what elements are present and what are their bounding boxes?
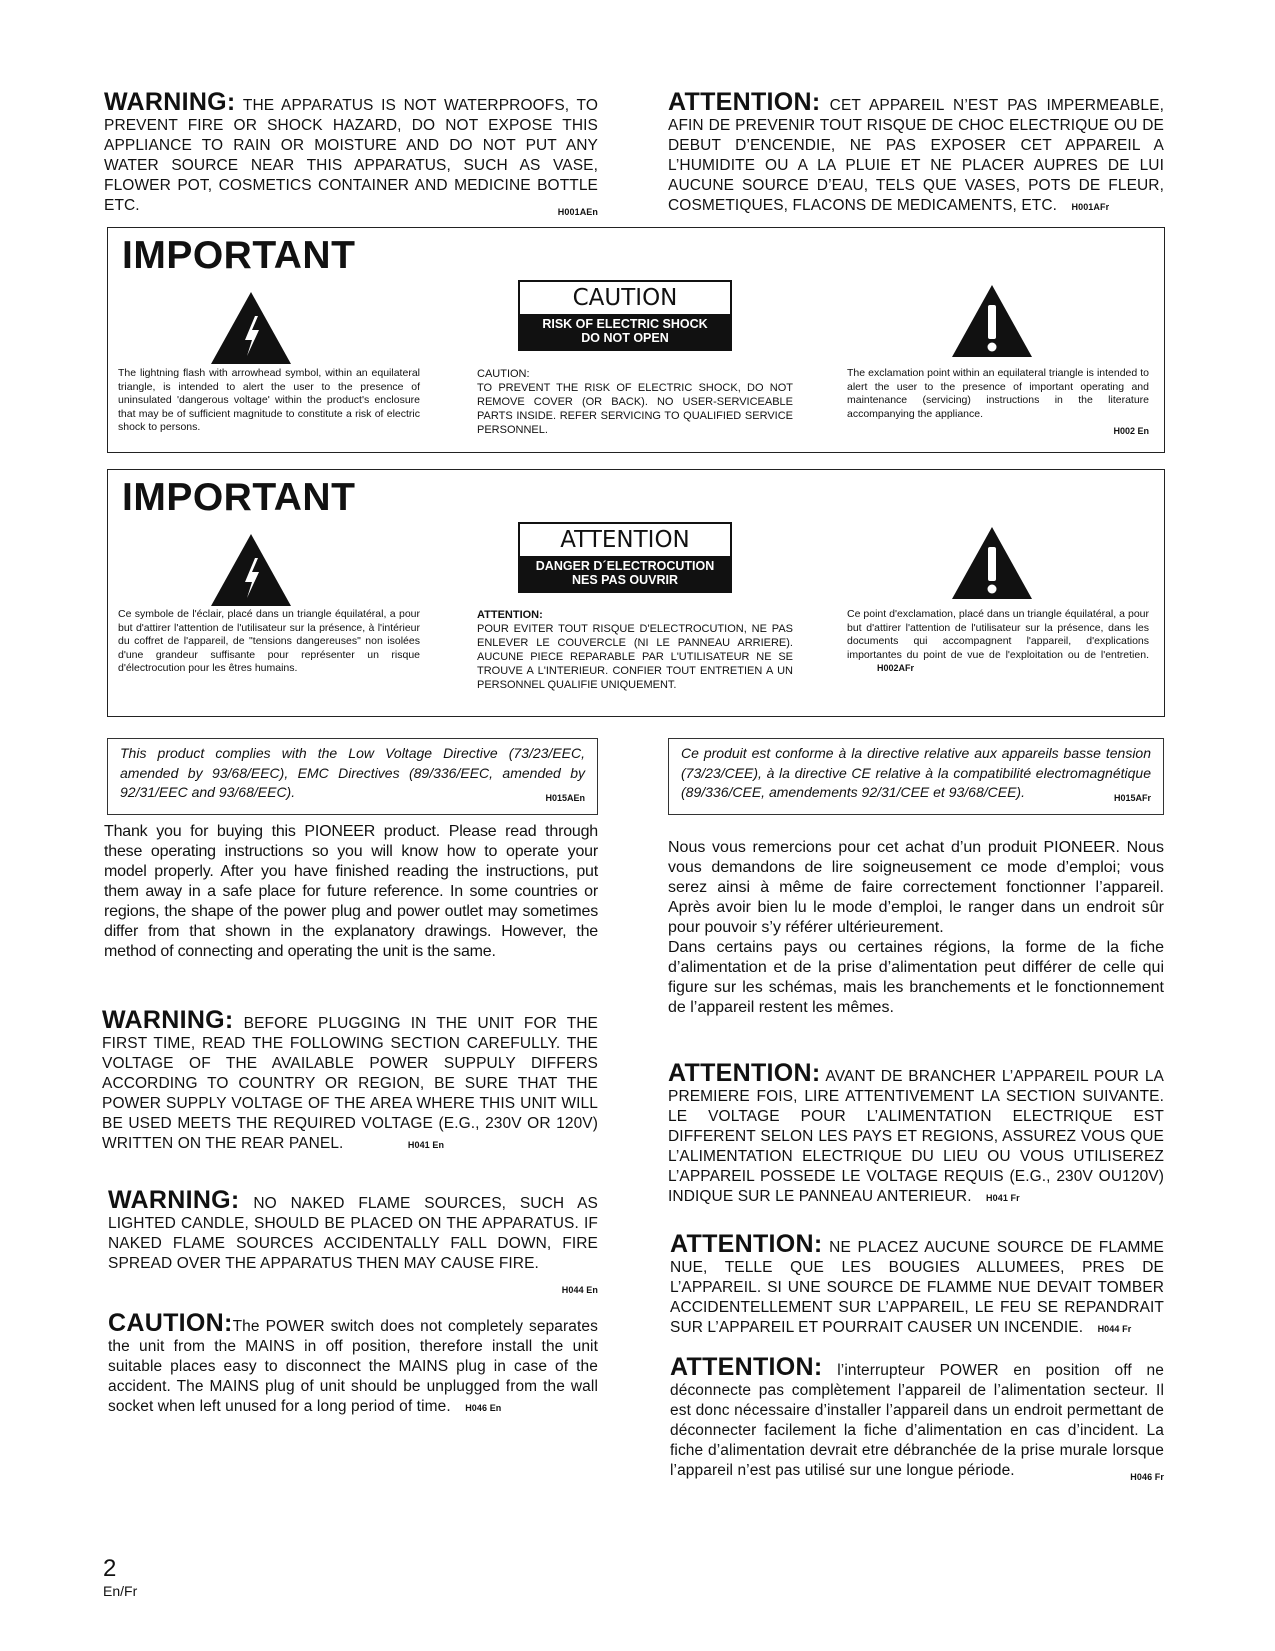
code-label: H041 Fr xyxy=(986,1193,1020,1203)
attention-panel-line-1: DANGER D´ELECTROCUTION xyxy=(535,559,715,573)
caution-power-en xyxy=(108,1309,598,1418)
warning-title: WARNING: xyxy=(102,1006,234,1034)
page-number: 2 xyxy=(103,1555,117,1582)
caution-panel-line-2: DO NOT OPEN xyxy=(581,331,669,345)
code-label: H001AFr xyxy=(1071,202,1110,212)
code-label: H044 En xyxy=(561,1285,598,1295)
warning-title: WARNING: xyxy=(104,88,236,116)
warning-flame-en xyxy=(108,1186,598,1300)
exclamation-description xyxy=(847,608,1149,676)
attention-label-panel xyxy=(518,522,732,593)
code-label: H041 En xyxy=(407,1140,445,1150)
attention-title: ATTENTION: xyxy=(670,1353,823,1381)
attention-text: NE PLACEZ AUCUNE SOURCE DE FLAMME NUE, TELLE QUE LES BOUGIES ALLUMEES, PRES DE L’APPAREIL. SI UNE SOURCE DE FLAMME NUE DEVAIT TOMBER ACCIDENTELLEMENT SUR L’APPAREIL, LE FEU SE REPANDRAIT SUR L’APPAREIL ET POURRAIT CAUSER UN INCENDIE. xyxy=(670,1239,1164,1336)
warning-voltage-en xyxy=(102,1006,598,1155)
directive-box-en xyxy=(107,738,598,815)
caution-label-panel xyxy=(518,280,732,351)
important-title: IMPORTANT xyxy=(122,476,356,519)
caution-description-text: TO PREVENT THE RISK OF ELECTRIC SHOCK, DO NOT REMOVE COVER (OR BACK). NO USER-SERVICEABLE PARTS INSIDE. REFER SERVICING TO QUALIFIED SERVICE PERSONNEL. xyxy=(477,382,793,436)
directive-text: Ce produit est conforme à la directive relative aux appareils basse tension (73/23/CEE), à la directive CE relative à la compatibilité electromagnétique (89/336/CEE, amendements 92/31/CEE et 93/68/CEE). xyxy=(681,745,1151,800)
exclamation-description-text: Ce point d'exclamation, placé dans un triangle équilatéral, a pour but d'attirer l'attention de l'utilisateur sur la présence, dans les documents qui accompagnent l'appareil, d'explications importantes du point de vue de l'exploitation ou de l'entretien. xyxy=(847,608,1149,661)
directive-box-fr xyxy=(668,738,1164,815)
warning-text: THE APPARATUS IS NOT WATERPROOFS, TO PREVENT FIRE OR SHOCK HAZARD, DO NOT EXPOSE THIS APPLIANCE TO RAIN OR MOISTURE AND DO NOT PUT ANY WATER SOURCE NEAR THIS APPARATUS, SUCH AS VASE, FLOWER POT, COSMETICS CONTAINER AND MEDICINE BOTTLE ETC. xyxy=(104,97,598,214)
page-language: En/Fr xyxy=(103,1583,138,1599)
important-box-fr xyxy=(107,469,1165,717)
code-label: H046 Fr xyxy=(1130,1472,1164,1482)
warning-text: BEFORE PLUGGING IN THE UNIT FOR THE FIRST TIME, READ THE FOLLOWING SECTION CAREFULLY. THE VOLTAGE OF THE AVAILABLE POWER SUPPULY DIFFERS ACCORDING TO COUNTRY OR REGION, BE SURE THAT THE POWER SUPPLY VOLTAGE OF THE AREA WHERE THIS UNIT WILL BE USED MEETS THE REQUIRED VOLTAGE (E.G., 230V OR 120V) WRITTEN ON THE REAR PANEL. xyxy=(102,1015,598,1152)
attention-voltage-fr xyxy=(668,1059,1164,1208)
caution-description xyxy=(477,367,793,437)
caution-text: The POWER switch does not completely separates the unit from the MAINS in off position, therefore install the unit suitable places easy to disconnect the MAINS plug in case of the accident. The MAINS plug of unit should be unplugged from the wall socket when left unused for a long period of time. xyxy=(108,1318,598,1415)
thanks-paragraph-en: Thank you for buying this PIONEER product. Please read through these operating instructions so you will know how to operate your model properly. After you have finished reading the instructions, put them away in a safe place for future reference. In some countries or regions, the shape of the power plug and power outlet may sometimes differ from that shown in the explanatory drawings. However, the method of connecting and operating the unit is the same. xyxy=(104,823,598,960)
attention-panel-warning xyxy=(520,556,730,591)
attention-description-head: ATTENTION: xyxy=(477,609,543,621)
thanks-paragraph-fr xyxy=(668,838,1164,1018)
attention-title: ATTENTION: xyxy=(668,88,821,116)
attention-description xyxy=(477,608,793,692)
attention-description-text: POUR EVITER TOUT RISQUE D'ELECTROCUTION, NE PAS ENLEVER LE COUVERCLE (NI LE PANNEAU ARRIERE). AUCUNE PIECE REPARABLE PAR L'UTILISATEUR NE SE TROUVE A L'INTERIEUR. CONFIER TOUT ENTRETIEN A UN PERSONNEL QUALIFIE UNIQUEMENT. xyxy=(477,623,793,691)
code-label: H002AFr xyxy=(877,663,915,673)
code-label: H002 En xyxy=(1113,426,1149,436)
caution-description-head: CAUTION: xyxy=(477,368,530,380)
attention-text: AVANT DE BRANCHER L’APPAREIL POUR LA PREMIERE FOIS, LIRE ATTENTIVEMENT LA SECTION SUIVANTE. LE VOLTAGE POUR L’ALIMENTATION ELECTRIQUE EST DIFFERENT SELON LES PAYS ET REGIONS, ASSUREZ VOUS QUE L’ALIMENTATION ELECTRIQUE DU LIEU OU VOUS UTILISEREZ L’APPAREIL POSSEDE LE VOLTAGE REQUIS (E.G., 230V OU120V) INDIQUE SUR LE PANNEAU ANTERIEUR. xyxy=(668,1068,1164,1205)
attention-flame-fr xyxy=(670,1230,1164,1339)
attention-waterproof-fr xyxy=(668,88,1164,217)
warning-title: WARNING: xyxy=(108,1186,240,1214)
code-label: H015AEn xyxy=(545,793,585,803)
attention-panel-line-2: NES PAS OUVRIR xyxy=(571,573,679,587)
caution-panel-warning xyxy=(520,314,730,349)
thanks-paragraph-fr-2: Dans certains pays ou certaines régions, la forme de la fiche d’alimentation et de la prise d’alimentation peut différer de celle qui figure sur les schémas, mais les branchements et le fonctionnement de l’appareil restent les mêmes. xyxy=(668,939,1164,1016)
attention-title: ATTENTION: xyxy=(668,1059,821,1087)
exclamation-triangle-icon xyxy=(950,525,1034,601)
attention-power-fr xyxy=(670,1353,1164,1487)
lightning-description: The lightning flash with arrowhead symbol, within an equilateral triangle, is intended to alert the user to the presence of uninsulated 'dangerous voltage' within the product's enclosure that may be of sufficient magnitude to constitute a risk of electric shock to persons. xyxy=(118,367,420,433)
code-label: H015AFr xyxy=(1113,793,1151,803)
lightning-triangle-icon xyxy=(209,290,293,366)
warning-waterproof-en xyxy=(104,88,598,222)
exclamation-description xyxy=(847,367,1149,439)
caution-title: CAUTION: xyxy=(108,1309,233,1337)
lightning-triangle-icon xyxy=(209,532,293,608)
exclamation-triangle-icon xyxy=(950,283,1034,359)
caution-panel-line-1: RISK OF ELECTRIC SHOCK xyxy=(542,317,708,331)
thanks-paragraph-fr-1: Nous vous remercions pour cet achat d’un produit PIONEER. Nous vous demandons de lire soigneusement ce mode d’emploi; vous serez ainsi à même de faire correctement fonctionner l’appareil. Après avoir bien lu le mode d’emploi, le ranger dans un endroit sûr pour pouvoir s’y référer ultérieurement. xyxy=(668,839,1164,936)
attention-title: ATTENTION: xyxy=(670,1230,823,1258)
caution-panel-title: CAUTION xyxy=(520,282,730,314)
code-label: H001AEn xyxy=(557,207,598,217)
attention-panel-title: ATTENTION xyxy=(520,524,730,556)
attention-text: CET APPAREIL N’EST PAS IMPERMEABLE, AFIN DE PREVENIR TOUT RISQUE DE CHOC ELECTRIQUE OU DE DEBUT D’ENCENDIE, NE PAS EXPOSER CET APPAREIL A L’HUMIDITE OU A LA PLUIE ET NE PLACER AUPRES DE LUI AUCUNE SOURCE D’EAU, TELS QUE VASES, POTS DE FLEUR, COSMETIQUES, FLACONS DE MEDICAMENTS, ETC. xyxy=(668,97,1164,214)
important-box-en xyxy=(107,227,1165,453)
code-label: H044 Fr xyxy=(1097,1324,1132,1334)
code-label: H046 En xyxy=(465,1403,502,1413)
directive-text: This product complies with the Low Voltage Directive (73/23/EEC, amended by 93/68/EEC), EMC Directives (89/336/EEC, amended by 92/31/EEC and 93/68/EEC). xyxy=(120,745,585,800)
warning-text: NO NAKED FLAME SOURCES, SUCH AS LIGHTED CANDLE, SHOULD BE PLACED ON THE APPARATUS. IF NAKED FLAME SOURCES ACCIDENTALLY FALL DOWN, FIRE SPREAD OVER THE APPARATUS THEN MAY CAUSE FIRE. xyxy=(108,1195,598,1272)
attention-text: l’interrupteur POWER en position off ne déconnecte pas complètement l’appareil de l’alimentation secteur. Il est donc nécessaire d’installer l’appareil dans un endroit permettant de déconnecter facilement la fiche d’alimentation en cas d’incident. La fiche d’alimentation devrait etre débranchée de la prise murale lorsque l’appareil n’est pas utilisé sur une longue période. xyxy=(670,1362,1164,1479)
lightning-description: Ce symbole de l'éclair, placé dans un triangle équilatéral, a pour but d'attirer l'attention de l'utilisateur sur la présence, à l'intérieur du coffret de l'appareil, de "tensions dangereuses" non isolées d'une grandeur suffisante pour représenter un risque d'électrocution pour les êtres humains. xyxy=(118,608,420,674)
important-title: IMPORTANT xyxy=(122,234,356,277)
exclamation-description-text: The exclamation point within an equilateral triangle is intended to alert the user to the presence of important operating and maintenance (servicing) instructions in the literature accompanying the appliance. xyxy=(847,367,1149,420)
